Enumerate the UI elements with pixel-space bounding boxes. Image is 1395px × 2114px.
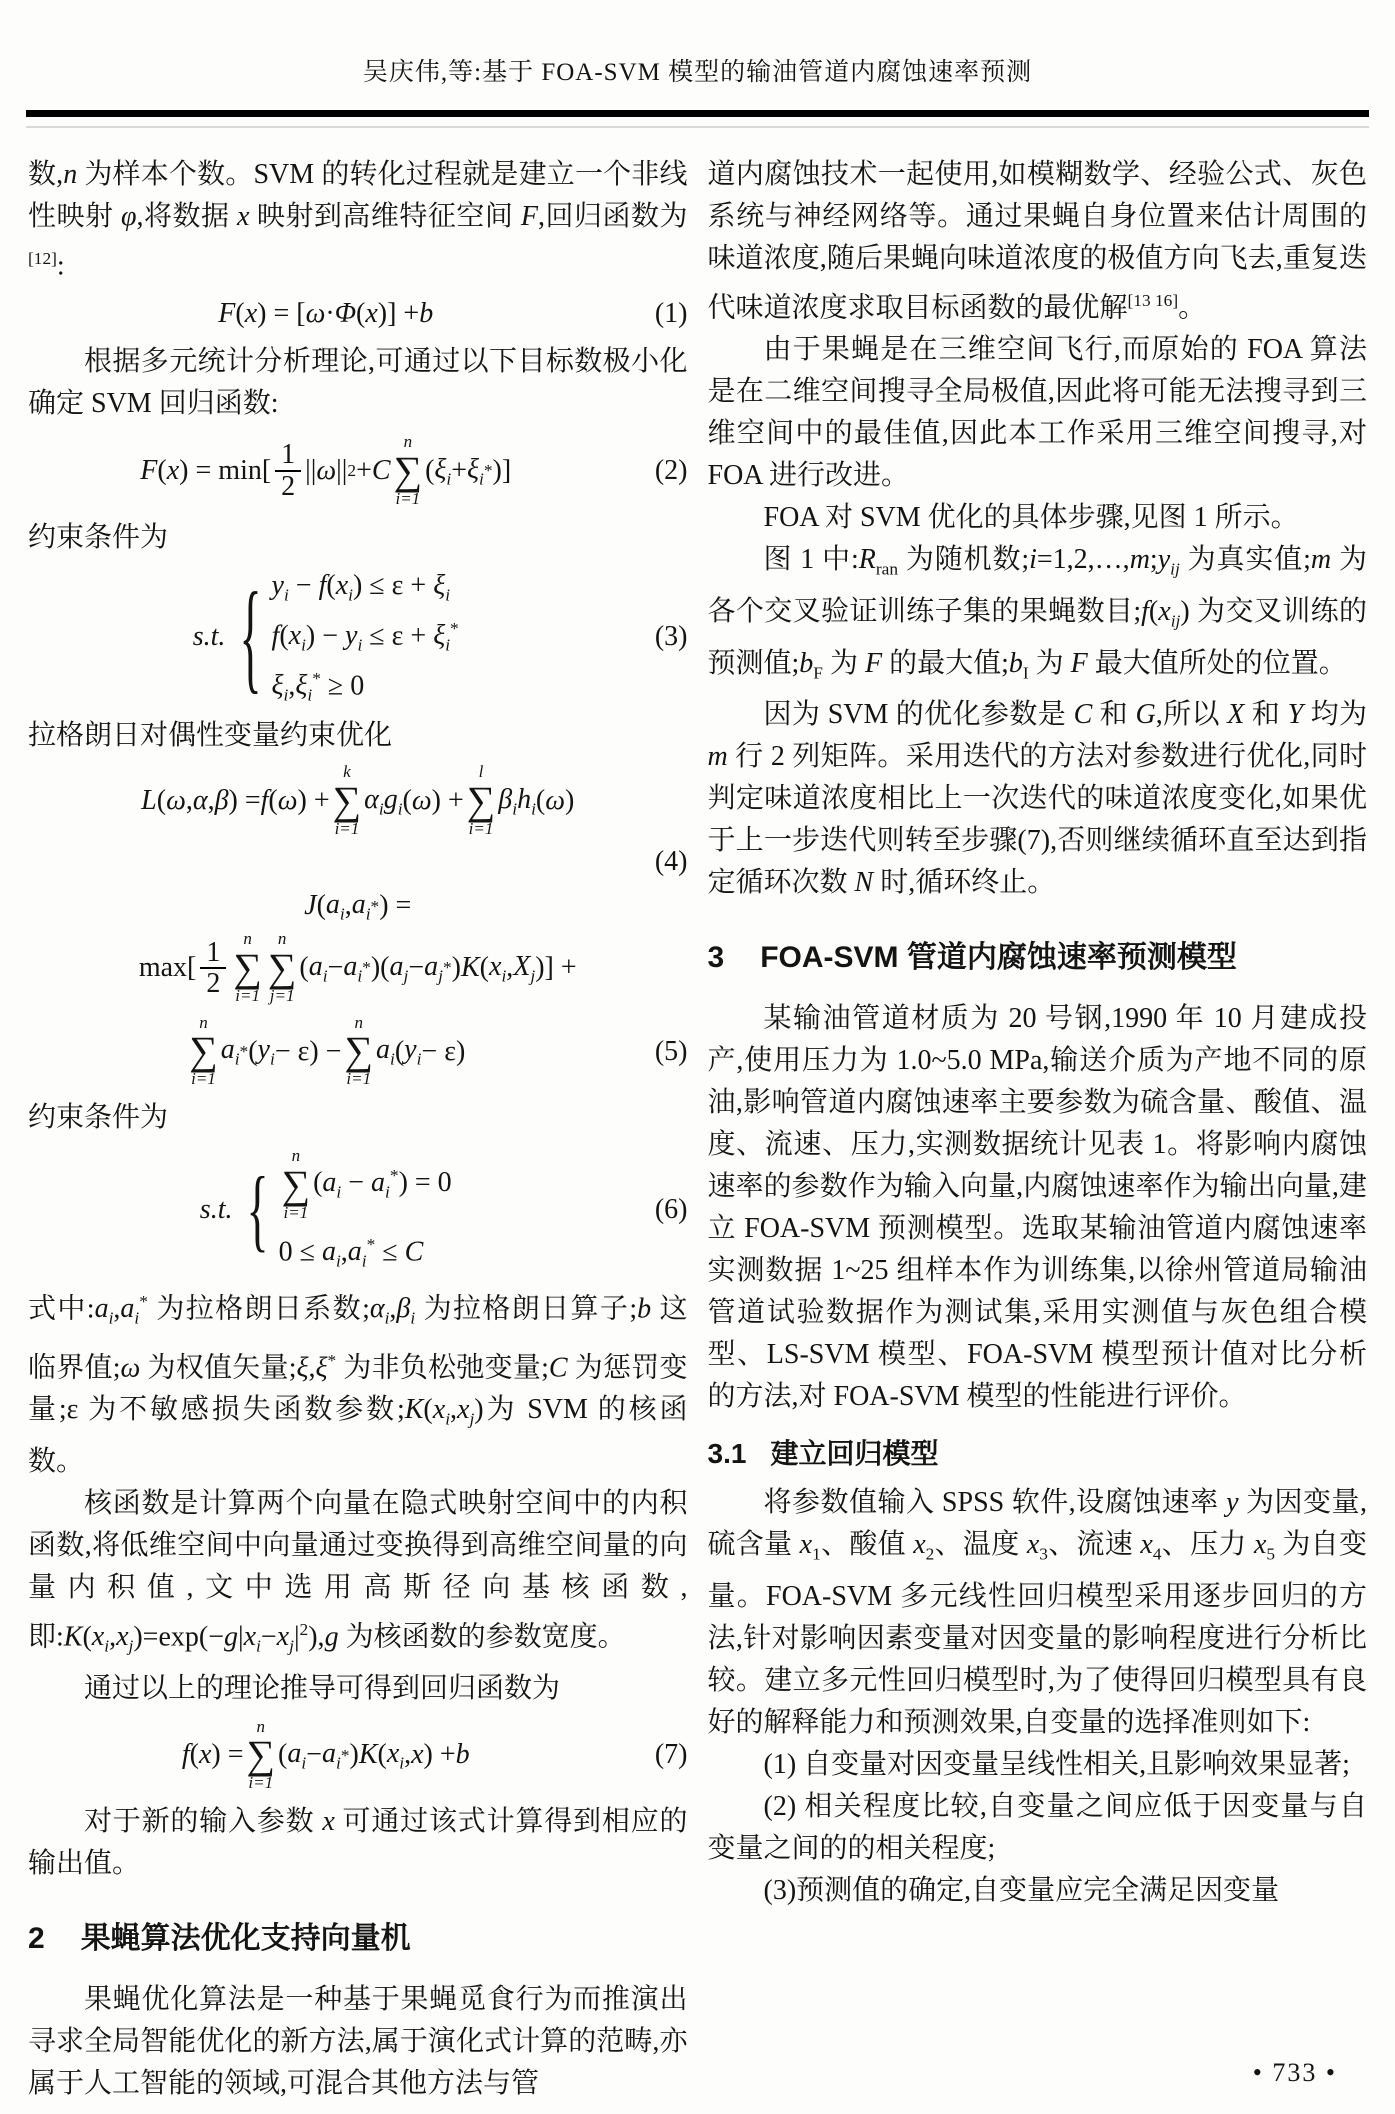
equation-2 [28,433,688,508]
paragraph-symbol-definitions: 式中$:a_i,a_i^*$ 为拉格朗日系数$;\alpha_i,\beta_i$ 为拉格朗日算子;b 这临界值;ω 为权值矢量;ξ,ξ* 为非负松弛变量;C 为惩罚变量;ε 为不敏感损失函数参数$;K(x_i,x_j)$为 SVM 的核函数。 [28,1291,688,1477]
equation-2-number: (2) [654,454,688,486]
equation-7-number: (7) [654,1739,688,1771]
left-column [28,154,688,2105]
section-2-number: 2 [28,1922,45,1955]
paragraph-spss-regression: 将参数值输入 SPSS 软件,设腐蚀速率 y 为因变量,硫含量 $x_1$、酸值 $x_2$、温度 $x_3$、流速 $x_4$、压力 $x_5$ 为自变量。FOA-SVM 多元线性回归模型采用逐步回归的方法,针对影响因素变量对因变量的影响程度进行分析比较。建立多元性回归模型时,为了使得回归模型具有良好的解释能力和预测效果,自变量的选择准则如下: [707,1487,1367,1738]
equation-7 [28,1718,688,1793]
list-item-criterion-1: (1) 自变量对因变量呈线性相关,且影响效果显著; [763,1748,1350,1780]
equation-1-formula: F ( x ) = [ ω · Φ ( x )] + b [218,298,434,330]
paragraph-foa-svm-steps: FOA 对 SVM 优化的具体步骤,见图 1 所示。 [763,502,1299,534]
section-3-title: FOA-SVM 管道内腐蚀速率预测模型 [760,941,1237,975]
case-line: $y_i - f(x_i) \le \varepsilon + \xi_i$ [271,569,451,605]
equation-5-number: (5) [654,1035,688,1067]
section-2-heading [28,1913,688,1957]
list-item-criterion-2: (2) 相关程度比较,自变量之间应低于因变量与自变量之间的的相关程度; [707,1790,1367,1864]
left-brace: { [239,566,262,705]
equation-5-line1: J ( $a_i$ , $a_i$ * ) = [304,889,412,924]
equation-5 [28,886,688,1089]
equation-3-number: (3) [654,620,688,652]
equation-3-formula [28,567,624,708]
section-3-1-heading [708,1432,1368,1472]
right-column [708,154,1368,2105]
equation-1-number: (1) [654,298,688,330]
paragraph-new-input: 对于新的输入参数 x 可通过该式计算得到相应的输出值。 [28,1806,688,1879]
label-constraints-2: 约束条件为 [28,1102,169,1134]
case-line: $0 \le a_i,a_i^* \le C$ [278,1234,424,1271]
section-3-number: 3 [707,941,725,975]
equation-5-line3-formula: n ∑ i=1 $a_i$ * ( $y_i$ − ε) − n ∑ i=1 $a_i$ ( $y_i$ − ε) [189,1012,466,1089]
paragraph-kernel-function: 核函数是计算两个向量在隐式映射空间中的内积函数,将低维空间中向量通过变换得到高维空间量的向量内积值,文中选用高斯径向基核函数,即$:K(x_i,x_j)=\exp(-g|x_i-x_j|^2),g$ 为核函数的参数宽度。 [28,1487,688,1656]
section-2-title: 果蝇算法优化支持向量机 [80,1922,411,1955]
equation-4-number: (4) [654,845,688,877]
paragraph-derivation: 通过以上的理论推导可得到回归函数为 [84,1672,561,1704]
paragraph-iteration: 因为 SVM 的优化参数是 C 和 G,所以 X 和 Y 均为 m 行 2 列矩阵。采用迭代的方法对参数进行优化,同时判定味道浓度相比上一次迭代的味道浓度变化,如果优于上一步迭代则转至步骤(7),否则继续循环直至达到指定循环次数 N 时,循环终止。 [707,699,1367,899]
case-line: n ∑ i=1 $(a_i - a_i^*) = 0$ [281,1146,452,1222]
equation-1 [28,295,688,333]
case-line: $\xi_i,\xi_i^* \ge 0$ [271,668,365,705]
section-3-1-number: 3.1 [707,1438,747,1470]
equation-6-formula [28,1147,624,1273]
paragraph-foa-intro: 果蝇优化算法是一种基于果蝇觅食行为而推演出寻求全局智能优化的新方法,属于演化式计算的范畴,亦属于人工智能的领域,可混合其他方法与管 [28,1984,688,2099]
equation-3-cases [272,567,459,708]
equation-5-line3 [28,1014,688,1089]
subject-to-label: s.t. [192,620,226,652]
paragraph-svm-mapping: 数,n 为样本个数。SVM 的转化过程就是建立一个非线性映射 φ,将数据 x 映射到高维特征空间 F,回归函数为[12]: [28,159,688,282]
section-3-1-title: 建立回归模型 [770,1438,939,1470]
label-constraints-1: 约束条件为 [28,521,169,553]
equation-3 [28,567,688,708]
equation-4 [28,763,688,880]
left-brace: { [246,1158,269,1260]
paragraph-multivariate-theory: 根据多元统计分析理论,可通过以下目标数极小化确定 SVM 回归函数: [28,346,688,420]
paragraph-foa-continued: 道内腐蚀技术一起使用,如模糊数学、经验公式、灰色系统与神经网络等。通过果蝇自身位置来估计周围的味道浓度,随后果蝇向味道浓度的极值方向飞去,重复迭代味道浓度求取目标函数的最优解[13 16]。 [707,159,1367,324]
equation-7-formula: f ( x ) = n ∑ i=1 ( $a_i$ − $a_i$ * ) K ( $x_i$ , x ) + b [181,1716,470,1793]
two-column-body [0,128,1395,2105]
equation-6-number: (6) [654,1194,688,1226]
paragraph-pipeline-data: 某输油管道材质为 20 号钢,1990 年 10 月建成投产,使用压力为 1.0~5.0 MPa,输送介质为产地不同的原油,影响管道内腐蚀速率主要参数为硫含量、酸值、温度、流速、压力,实测数据统计见表 1。将影响内腐蚀速率的参数作为输入向量,内腐蚀速率作为输出向量,建立 FOA-SVM 预测模型。选取某输油管道内腐蚀速率实测数据 1~25 组样本作为训练集,以徐州管道局输油管道试验数据作为测试集,采用实测值与灰色组合模型、LS-SVM 模型、FOA-SVM 模型预计值对比分析的方法,对 FOA-SVM 模型的性能进行评价。 [707,1003,1367,1413]
paragraph-figure1-symbols: 图 1 中$:R_{ran}$ 为随机数$;i=1,2,\dots,m;y_{ij}$ 为真实值;m 为各个交叉验证训练子集的果蝇数目$;f(x_{ij})$ 为交叉训练的预测值$;b_F$ 为 F 的最大值$;b_I$ 为 F 最大值所处的位置。 [707,544,1368,683]
subject-to-label: s.t. [199,1194,233,1226]
equation-5-line2: max[ $\frac{1}{2}$ n ∑ i=1 n ∑ j=1 ( $a_i$ − $a_i$ * )( $a_j$ − $a_j$ * ) K ( $x_i$ , $X_j$ )] + [138,929,577,1006]
running-title: 吴庆伟,等:基于 FOA-SVM 模型的输油管道内腐蚀速率预测 [362,59,1033,86]
label-lagrange: 拉格朗日对偶性变量约束优化 [28,720,393,752]
list-item-criterion-3: (3)预测值的确定,自变量应完全满足因变量 [763,1874,1280,1906]
equation-6-cases [279,1147,452,1273]
equation-6 [28,1147,688,1273]
equation-2-formula: F ( x ) = min[ $\frac{1}{2}$ || ω || 2 + C n ∑ i=1 ( $\xi_i$ + $\xi_i$ * )] [140,432,512,508]
section-3-heading [708,932,1368,976]
equation-4-formula: L ( ω , α , β ) = f ( ω ) + k ∑ i=1 $\alpha_i$ $g_i$ ( ω ) + l ∑ i=1 $\beta_i$ $h_i$ ( ω ) [141,762,575,838]
paragraph-3d-flight: 由于果蝇是在三维空间飞行,而原始的 FOA 算法是在二维空间搜寻全局极值,因此将可能无法搜寻到三维空间中的最佳值,因此本工作采用三维空间搜寻,对 FOA 进行改进。 [707,334,1367,492]
case-line: $f(x_i) - y_i \le \varepsilon + \xi_i^*$ [271,618,459,655]
header-rule-thick [26,110,1369,117]
page-number: • 733 • [1252,2058,1337,2087]
